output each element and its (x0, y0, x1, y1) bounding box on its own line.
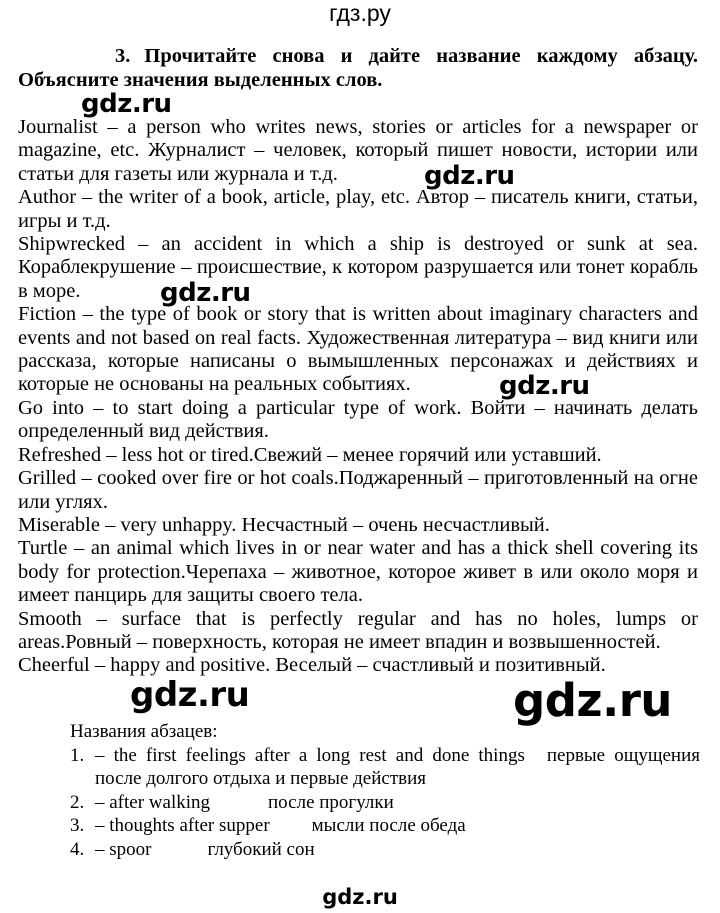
watermark: gdz.ru (81, 89, 172, 119)
site-footer: gdz.ru (322, 885, 398, 909)
list-item-number: 1. (70, 744, 85, 766)
watermark: gdz.ru (160, 278, 251, 308)
watermark: gdz.ru (513, 674, 672, 727)
list-item-english: – thoughts after supper (95, 815, 270, 837)
watermark: gdz.ru (499, 371, 590, 401)
glossary (18, 116, 698, 678)
task-instruction (18, 44, 698, 92)
glossary-entry-go-into: Go into – to start doing a particular type of work. Войти – начинать делать определенный вид действия. (18, 396, 698, 443)
paragraph-titles-list (70, 744, 700, 862)
glossary-entry-miserable: Miserable – very unhappy. Несчастный – очень несчастливый. (18, 513, 550, 536)
task-text: Прочитайте снова и дайте название каждому абзацу. Объясните значения выделенных слов. (18, 45, 698, 91)
watermark: gdz.ru (424, 161, 515, 191)
list-item-number: 3. (70, 815, 85, 837)
watermark: gdz.ru (130, 675, 250, 715)
list-item (70, 814, 700, 838)
list-item (70, 838, 700, 862)
glossary-entry-author: Author – the writer of a book, article, play, etc. Автор – писатель книги, статьи, игры и т.д. (18, 186, 698, 232)
list-item-english: – spoor (95, 838, 152, 860)
glossary-entry-smooth: Smooth – surface that is perfectly regular and has no holes, lumps or areas.Ровный – поверхность, которая не имеет впадин и возвышенностей. (18, 607, 698, 653)
task-number: 3. (115, 45, 131, 67)
glossary-entry-refreshed: Refreshed – less hot or tired.Свежий – менее горячий или уставший. (18, 443, 602, 466)
site-header: гдз.ру (329, 0, 391, 26)
paragraph-titles (70, 720, 700, 862)
list-item-russian: после прогулки (268, 791, 394, 813)
list-item-number: 4. (70, 838, 85, 860)
glossary-entry-cheerful: Cheerful – happy and positive. Веселый – счастливый и позитивный. (18, 654, 606, 677)
glossary-entry-fiction: Fiction – the type of book or story that is written about imaginary characters and events and not based on real facts. Художественная литература – вид книги или рассказа, которые написаны о вымышленных персонажах и действиях и которые не основаны на реальных событиях. (18, 303, 698, 396)
list-item-russian: глубокий сон (207, 838, 315, 860)
list-item-russian: первые ощущения после долгого отдыха и первые действия (95, 744, 700, 790)
list-item (70, 791, 700, 815)
glossary-entry-journalist: Journalist – a person who writes news, stories or articles for a newspaper or magazine, etc. Журналист – человек, который пишет новости, истории или статьи для газеты или журнала и т.д. (18, 116, 698, 185)
list-item-number: 2. (70, 791, 85, 813)
list-item-russian: мысли после обеда (311, 815, 466, 837)
glossary-entry-grilled: Grilled – cooked over fire or hot coals.Поджаренный – приготовленный на огне или углях. (18, 467, 698, 513)
glossary-entry-turtle: Turtle – an animal which lives in or near water and has a thick shell covering its body for protection.Черепаха – животное, которое живет в или около моря и имеет панцирь для защиты своего тела. (18, 537, 698, 607)
list-item-english: – after walking (95, 791, 211, 813)
list-item-english: – the first feelings after a long rest and done things (95, 744, 525, 766)
list-item (70, 744, 700, 791)
glossary-entry-shipwrecked: Shipwrecked – an accident in which a ship is destroyed or sunk at sea. Кораблекрушение – происшествие, к котором разрушается или тонет корабль в море. (18, 233, 698, 302)
paragraph-titles-heading: Названия абзацев: (70, 721, 218, 742)
